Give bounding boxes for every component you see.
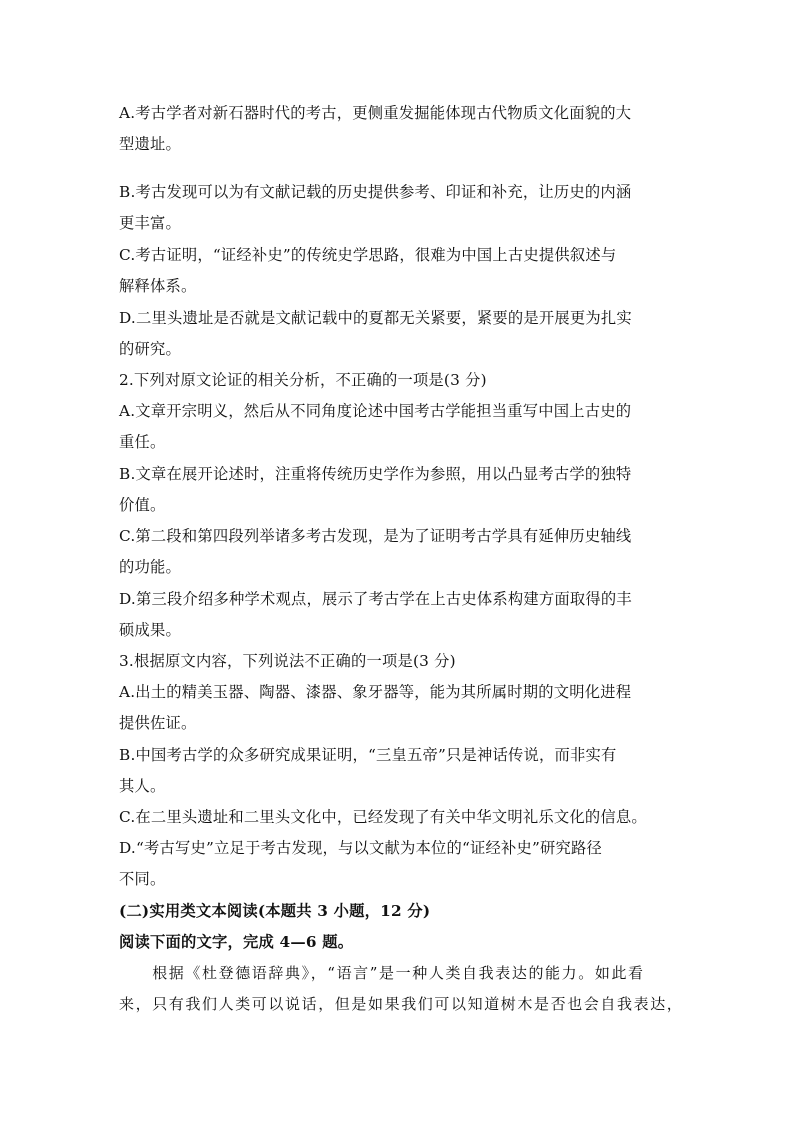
passage-line-2: 来，只有我们人类可以说话，但是如果我们可以知道树木是否也会自我表达， [119,995,684,1013]
q2-option-b-line2: 价值。 [119,496,166,514]
q2-option-c-line2: 的功能。 [119,558,181,576]
q2-option-d-line1: D.第三段介绍多种学术观点，展示了考古学在上古史体系构建方面取得的丰 [119,590,632,608]
q2-option-d-line2: 硕成果。 [119,621,181,639]
q1-option-b-line1: B.考古发现可以为有文献记载的历史提供参考、印证和补充，让历史的内涵 [119,183,632,201]
q3-option-a-line2: 提供佐证。 [119,714,197,732]
q3-option-b-line2: 其人。 [119,777,166,795]
section-heading: (二)实用类文本阅读(本题共 3 小题，12 分) [119,902,431,920]
q3-option-d-line2: 不同。 [119,870,166,888]
q3-option-a-line1: A.出土的精美玉器、陶器、漆器、象牙器等，能为其所属时期的文明化进程 [119,683,632,701]
q3-option-d-line1: D.“考古写史”立足于考古发现，与以文献为本位的“证经补史”研究路径 [119,839,602,857]
section-instruction: 阅读下面的文字，完成 4—6 题。 [119,933,354,951]
q2-option-a-line1: A.文章开宗明义，然后从不同角度论述中国考古学能担当重写中国上古史的 [119,402,632,420]
q2-option-a-line2: 重任。 [119,433,166,451]
q3-option-b-line1: B.中国考古学的众多研究成果证明，“三皇五帝”只是神话传说，而非实有 [119,746,617,764]
q1-option-c-line2: 解释体系。 [119,277,197,295]
q3-stem: 3.根据原文内容，下列说法不正确的一项是(3 分) [119,652,456,670]
q1-option-d-line2: 的研究。 [119,340,181,358]
q1-option-b-line2: 更丰富。 [119,214,181,232]
passage-line-1: 根据《杜登德语辞典》，“语言”是一种人类自我表达的能力。如此看 [119,964,645,982]
q2-option-b-line1: B.文章在展开论述时，注重将传统历史学作为参照，用以凸显考古学的独特 [119,465,632,483]
q1-option-c-line1: C.考古证明，“证经补史”的传统史学思路，很难为中国上古史提供叙述与 [119,246,617,264]
q1-option-a-line1: A.考古学者对新石器时代的考古，更侧重发掘能体现古代物质文化面貌的大 [119,104,632,122]
q2-option-c-line1: C.第二段和第四段列举诸多考古发现，是为了证明考古学具有延伸历史轴线 [119,527,632,545]
q2-stem: 2.下列对原文论证的相关分析，不正确的一项是(3 分) [119,371,487,389]
q3-option-c-line1: C.在二里头遗址和二里头文化中，已经发现了有关中华文明礼乐文化的信息。 [119,808,647,826]
q1-option-d-line1: D.二里头遗址是否就是文献记载中的夏都无关紧要，紧要的是开展更为扎实 [119,309,632,327]
q1-option-a-line2: 型遗址。 [119,135,181,153]
